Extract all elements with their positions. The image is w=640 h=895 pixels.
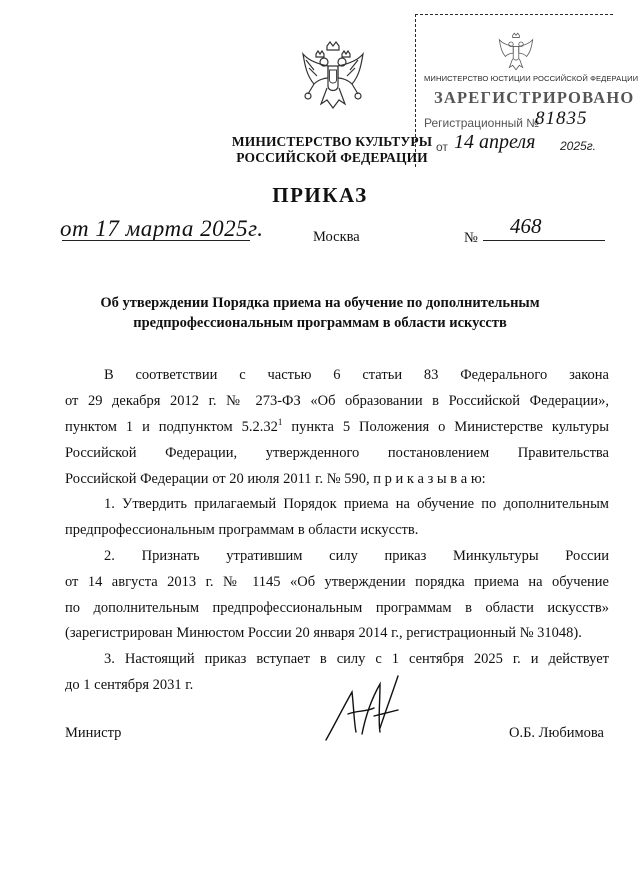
stamp-regno-handwritten: 81835 bbox=[535, 108, 588, 129]
stamp-ministry-text: МИНИСТЕРСТВО ЮСТИЦИИ РОССИЙСКОЙ ФЕДЕРАЦИИ bbox=[424, 74, 639, 83]
date-underline bbox=[62, 240, 250, 241]
body-line: по дополнительным предпрофессиональным программам в области искусств» bbox=[65, 600, 609, 616]
body-line: В соответствии с частью 6 статьи 83 Федерального закона bbox=[104, 367, 609, 383]
russian-coat-of-arms-icon bbox=[300, 40, 366, 112]
body-line: до 1 сентября 2031 г. bbox=[65, 677, 194, 693]
ministry-name-line1: МИНИСТЕРСТВО КУЛЬТУРЫ bbox=[231, 134, 433, 149]
stamp-registered-text: ЗАРЕГИСТРИРОВАНО bbox=[434, 88, 635, 107]
number-label: № bbox=[464, 230, 478, 246]
body-fragment: пункта 5 Положения о Министерстве культуры bbox=[282, 419, 609, 435]
stamp-date-handwritten: 14 апреля bbox=[454, 131, 536, 153]
body-line: от 29 декабря 2012 г. № 273-ФЗ «Об образовании в Российской Федерации», bbox=[65, 393, 609, 409]
signer-role: Министр bbox=[65, 725, 122, 741]
superscript: 1 bbox=[277, 417, 283, 428]
body-line: 2. Признать утратившим силу приказ Минкультуры России bbox=[104, 548, 609, 564]
document-title: ПРИКАЗ bbox=[272, 183, 368, 207]
body-line: предпрофессиональным программам в области искусств. bbox=[65, 522, 419, 538]
body-line: Российской Федерации, утвержденного постановлением Правительства bbox=[65, 445, 609, 461]
body-line bbox=[65, 419, 609, 436]
ministry-name-line2: РОССИЙСКОЙ ФЕДЕРАЦИИ bbox=[236, 150, 428, 165]
subject-line1: Об утверждении Порядка приема на обучение по дополнительным bbox=[100, 295, 540, 311]
body-line: от 14 августа 2013 г. № 1145 «Об утверждении порядка приема на обучение bbox=[65, 574, 609, 590]
order-date-handwritten: от 17 марта 2025г. bbox=[60, 216, 264, 241]
body-fragment: пунктом 1 и подпунктом 5.2.32 bbox=[65, 419, 278, 435]
stamp-year: 2025г. bbox=[560, 139, 596, 153]
stamp-coat-of-arms-icon bbox=[496, 32, 536, 72]
body-line: Российской Федерации от 20 июля 2011 г. № 590, п р и к а з ы в а ю: bbox=[65, 471, 486, 487]
handwritten-signature bbox=[318, 670, 418, 750]
subject-line2: предпрофессиональным программам в области искусств bbox=[133, 315, 507, 331]
stamp-date-prefix: от bbox=[436, 140, 448, 154]
body-line: 1. Утвердить прилагаемый Порядок приема на обучение по дополнительным bbox=[104, 496, 609, 512]
signer-name: О.Б. Любимова bbox=[509, 725, 604, 741]
number-underline bbox=[483, 240, 605, 241]
stamp-regno-label: Регистрационный № bbox=[424, 116, 540, 130]
body-line: (зарегистрирован Минюстом России 20 января 2014 г., регистрационный № 31048). bbox=[65, 625, 582, 641]
city: Москва bbox=[313, 229, 360, 245]
body-line: 3. Настоящий приказ вступает в силу с 1 сентября 2025 г. и действует bbox=[104, 651, 609, 667]
order-number-handwritten: 468 bbox=[510, 214, 542, 238]
